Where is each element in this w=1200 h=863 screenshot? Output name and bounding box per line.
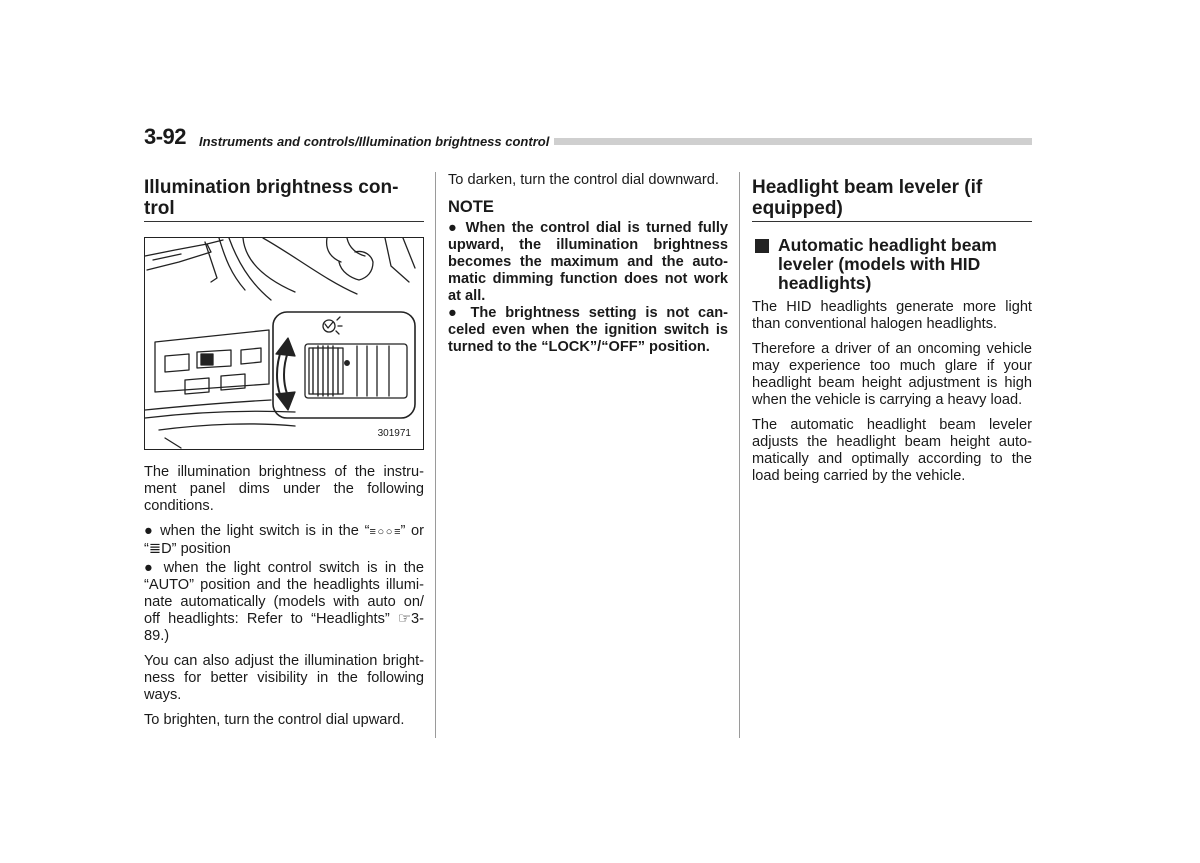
note-box bbox=[448, 220, 728, 356]
bullet-item: ● when the light control switch is in the “AUTO” position and the headlights illumi-nate automatically (models with auto on/ off headlights: Refer to “Headlights” ☞3-89.) bbox=[144, 560, 424, 644]
column-left bbox=[144, 172, 424, 737]
column-middle bbox=[448, 172, 728, 356]
paragraph: To brighten, turn the control dial upward. bbox=[144, 712, 405, 728]
dashboard-dial-illustration bbox=[144, 237, 424, 450]
page-header bbox=[144, 122, 1032, 154]
paragraph: The automatic headlight beam leveler adjusts the headlight beam height auto-matically and optimally according to the load being carried by the vehicle. bbox=[752, 417, 1032, 484]
section-heading: Headlight beam leveler (if equipped) bbox=[752, 177, 1032, 222]
paragraph: The illumination brightness of the instru-ment panel dims under the following conditions. bbox=[144, 464, 424, 514]
note-item: ● The brightness setting is not can-celed even when the ignition switch is turned to the “LOCK”/“OFF” position. bbox=[448, 305, 728, 355]
note-title: NOTE bbox=[448, 198, 494, 216]
paragraph: You can also adjust the illumination bright-ness for better visibility in the following ways. bbox=[144, 653, 424, 703]
column-divider bbox=[435, 172, 436, 738]
subsection-heading: Automatic headlight beam leveler (models with HID headlights) bbox=[752, 236, 1032, 293]
figure-code: 301971 bbox=[377, 428, 411, 439]
section-heading: Illumination brightness con-trol bbox=[144, 177, 424, 222]
section-title: Instruments and controls/Illumination brightness control bbox=[199, 134, 550, 149]
side-lights-icon: ≡○○≡ bbox=[369, 526, 401, 538]
column-divider bbox=[739, 172, 740, 738]
paragraph: Therefore a driver of an oncoming vehicle may experience too much glare if your headlight beam height adjustment is high when the vehicle is carrying a heavy load. bbox=[752, 341, 1032, 408]
headlight-icon: ≣D bbox=[148, 541, 172, 557]
paragraph: The HID headlights generate more light than conventional halogen headlights. bbox=[752, 299, 1032, 332]
square-bullet-icon bbox=[755, 239, 769, 253]
column-right bbox=[752, 172, 1032, 493]
bullet-item: ● when the light switch is in the “≡○○≡” or “≣D” position bbox=[144, 523, 425, 557]
page-number: 3-92 bbox=[144, 124, 187, 149]
header-rule bbox=[554, 138, 1032, 145]
paragraph: To darken, turn the control dial downward. bbox=[448, 172, 719, 188]
note-item: ● When the control dial is turned fully upward, the illumination brightness becomes the maximum and the auto-matic dimming function does not work at all. bbox=[448, 220, 728, 304]
